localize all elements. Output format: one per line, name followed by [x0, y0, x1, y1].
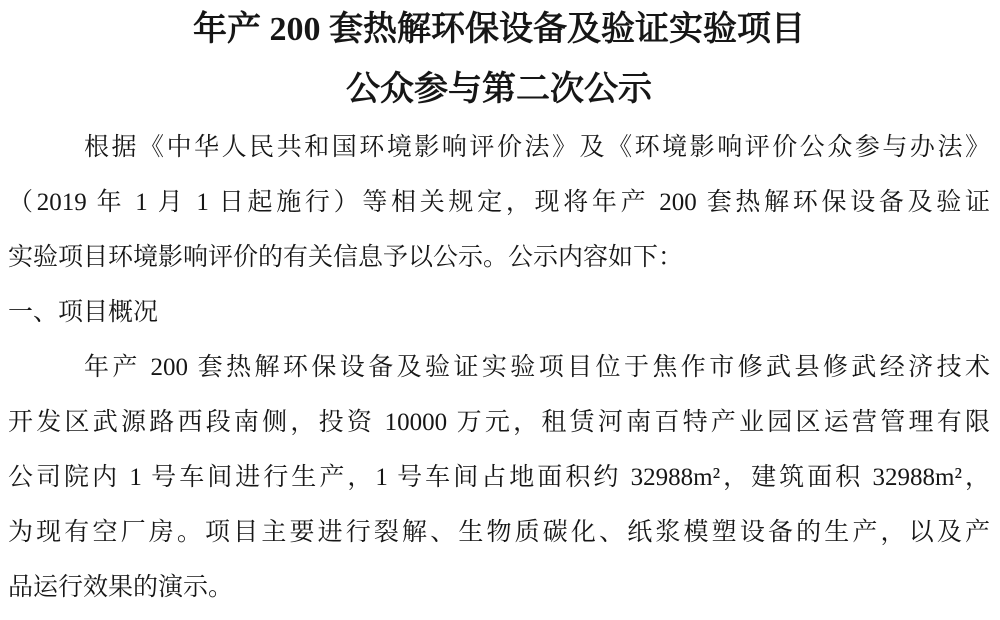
paragraph-line: 公司院内 1 号车间进行生产，1 号车间占地面积约 32988m²，建筑面积 32988m²， [8, 464, 990, 491]
title-line-2: 公众参与第二次公示 [346, 71, 652, 108]
paragraph-line: 开发区武源路西段南侧，投资 10000 万元，租赁河南百特产业园区运营管理有限 [8, 409, 990, 436]
title-line-1: 年产 200 套热解环保设备及验证实验项目 [193, 11, 805, 48]
paragraph-line: 实验项目环境影响评价的有关信息予以公示。公示内容如下： [8, 244, 684, 271]
paragraph-line: 为现有空厂房。项目主要进行裂解、生物质碳化、纸浆模塑设备的生产，以及产 [8, 519, 990, 546]
paragraph-intro [8, 120, 990, 285]
paragraph-line: 根据《中华人民共和国环境影响评价法》及《环境影响评价公众参与办法》 [84, 134, 990, 161]
document-title [8, 0, 990, 120]
section-heading: 一、项目概况 [8, 299, 159, 326]
paragraph-line: （2019 年 1 月 1 日起施行）等相关规定，现将年产 200 套热解环保设备及验证 [8, 189, 990, 216]
paragraph-project-overview [8, 340, 990, 615]
paragraph-line: 年产 200 套热解环保设备及验证实验项目位于焦作市修武县修武经济技术 [84, 354, 990, 381]
paragraph-line: 品运行效果的演示。 [8, 574, 234, 601]
